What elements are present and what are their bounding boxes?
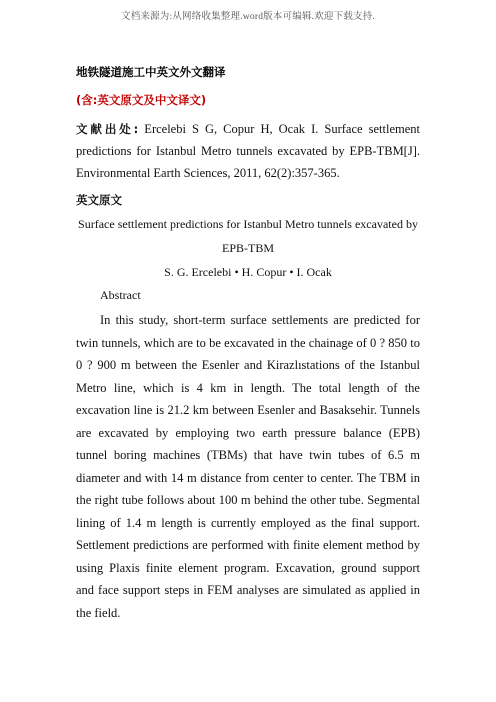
document-title: 地铁隧道施工中英文外文翻译 (76, 65, 226, 79)
page-header: 文档来源为:从网络收集整理.word版本可编辑.欢迎下载支持. (121, 12, 375, 22)
document-body (76, 64, 420, 624)
paper-title-line1: Surface settlement predictions for Istanbul Metro tunnels excavated by (78, 217, 418, 231)
paper-title-line2: EPB-TBM (221, 241, 274, 255)
paper-authors: S. G. Ercelebi • H. Copur • I. Ocak (164, 265, 332, 279)
abstract-heading: Abstract (100, 288, 141, 302)
source-label: 文献出处: (76, 122, 139, 136)
source-text: Ercelebi S G, Copur H, Ocak I. Surface settlement predictions for Istanbul Metro tunnels excavated by EPB-TBM[J]. Environmental Earth Sciences, 2011, 62(2):357-365. (76, 122, 420, 180)
source-citation (76, 118, 420, 184)
document-subtitle: (含:英文原文及中文译文) (76, 93, 207, 107)
section-heading: 英文原文 (76, 193, 122, 207)
abstract-paragraph: In this study, short-term surface settlements are predicted for twin tunnels, which are to be excavated in the chainage of 0 ? 850 to 0 ? 900 m between the Esenler and Kirazlıstations of the Istanbul Metro line, which is 4 km in length. The total length of the excavation line is 21.2 km between Esenler and Basaksehir. Tunnels are excavated by employing two earth pressure balance (EPB) tunnel boring machines (TBMs) that have twin tubes of 6.5 m diameter and with 14 m distance from center to center. The TBM in the right tube follows about 100 m behind the other tube. Segmental lining of 1.4 m length is currently employed as the final support. Settlement predictions are performed with finite element method by using Plaxis finite element program. Excavation, ground support and face support steps in FEM analyses are simulated as applied in the field. (76, 313, 420, 620)
